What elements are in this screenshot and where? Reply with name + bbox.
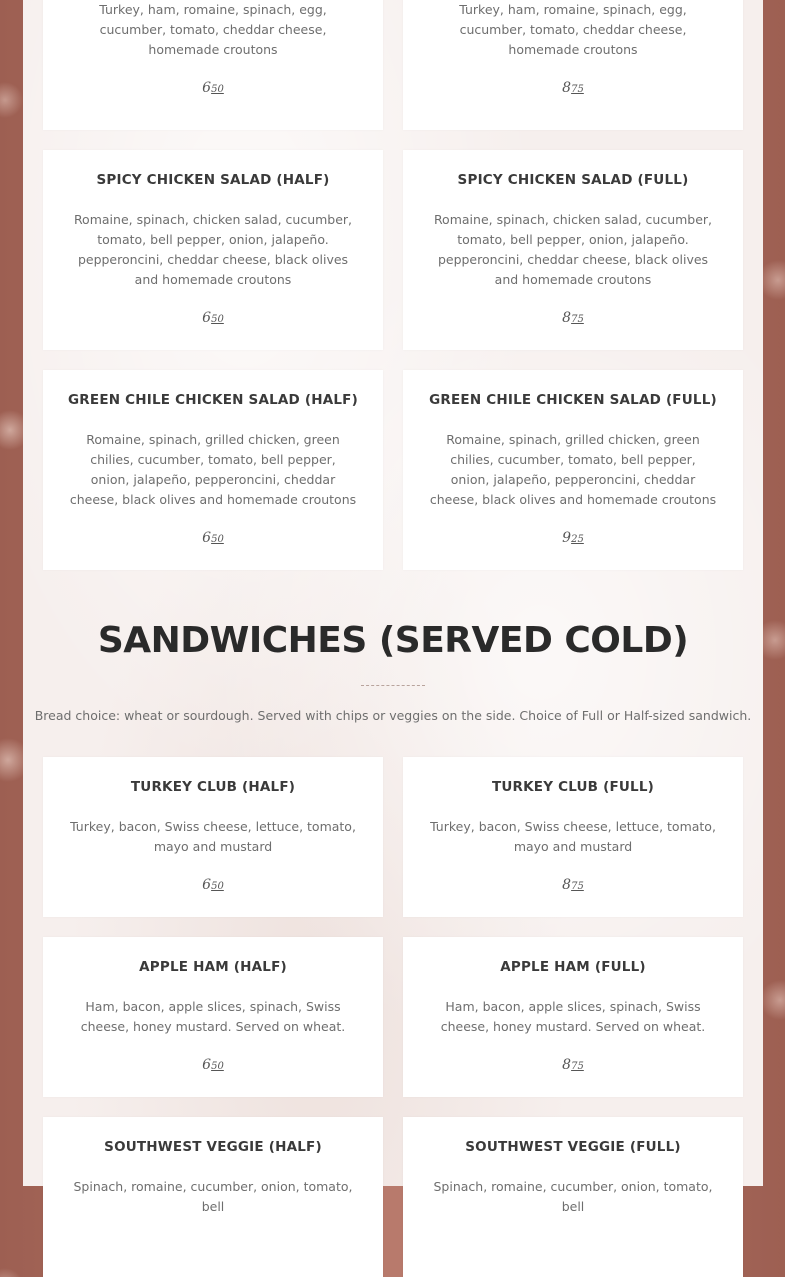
price-dollars: 6	[202, 80, 212, 96]
menu-card	[43, 150, 383, 350]
price-dollars: 6	[202, 877, 212, 893]
price-cents: 50	[211, 1061, 224, 1072]
menu-item-title: SPICY CHICKEN SALAD (FULL)	[457, 172, 689, 188]
menu-card	[403, 757, 743, 917]
menu-item-title: GREEN CHILE CHICKEN SALAD (FULL)	[429, 392, 717, 408]
menu-item-description: Turkey, bacon, Swiss cheese, lettuce, tomato, mayo and mustard	[430, 819, 716, 854]
price-dollars: 6	[202, 530, 212, 546]
menu-item-title: GREEN CHILE CHICKEN SALAD (HALF)	[68, 392, 358, 408]
menu-item-price	[63, 530, 363, 546]
price-cents: 75	[571, 1061, 584, 1072]
menu-card	[403, 937, 743, 1097]
menu-item-title: TURKEY CLUB (FULL)	[491, 779, 655, 795]
price-dollars: 6	[202, 1057, 212, 1073]
menu-item-price	[423, 80, 723, 96]
menu-card	[43, 0, 383, 130]
price-cents: 25	[571, 534, 584, 545]
menu-item-description: Romaine, spinach, chicken salad, cucumber, tomato, bell pepper, onion, jalapeño. pepperoncini, cheddar cheese, black olives and homemade croutons	[433, 212, 713, 287]
section-description: Bread choice: wheat or sourdough. Served with chips or veggies on the side. Choice of Full or Half-sized sandwich.	[34, 708, 752, 723]
section-divider	[361, 685, 425, 686]
menu-item-description: Spinach, romaine, cucumber, onion, tomato, bell	[73, 1179, 353, 1214]
menu-item-description: Spinach, romaine, cucumber, onion, tomato, bell	[433, 1179, 713, 1214]
price-dollars: 8	[562, 310, 572, 326]
menu-item-title: SOUTHWEST VEGGIE (HALF)	[104, 1139, 322, 1155]
menu-item-title: SOUTHWEST VEGGIE (FULL)	[465, 1139, 681, 1155]
menu-item-price	[423, 310, 723, 326]
price-dollars: 8	[562, 877, 572, 893]
menu-item-price	[63, 1057, 363, 1073]
menu-container	[23, 0, 763, 1214]
menu-item-price	[63, 80, 363, 96]
menu-item-price	[423, 1057, 723, 1073]
menu-item-price	[423, 877, 723, 893]
section-title: SANDWICHES (SERVED COLD)	[97, 620, 689, 661]
menu-card	[43, 370, 383, 570]
salad-grid	[43, 0, 743, 570]
price-cents: 75	[571, 314, 584, 325]
menu-item-description: Romaine, spinach, grilled chicken, green chilies, cucumber, tomato, bell pepper, onion, jalapeño, pepperoncini, cheddar cheese, black olives and homemade croutons	[429, 432, 717, 507]
menu-card	[43, 1117, 383, 1277]
menu-item-price	[423, 530, 723, 546]
menu-item-description: Romaine, spinach, chicken salad, cucumber, tomato, bell pepper, onion, jalapeño. pepperoncini, cheddar cheese, black olives and homemade croutons	[73, 212, 353, 287]
price-cents: 50	[211, 314, 224, 325]
menu-item-title: TURKEY CLUB (HALF)	[130, 779, 296, 795]
menu-item-price	[63, 310, 363, 326]
menu-card	[43, 937, 383, 1097]
menu-item-description: Ham, bacon, apple slices, spinach, Swiss cheese, honey mustard. Served on wheat.	[440, 999, 706, 1034]
menu-item-description: Turkey, ham, romaine, spinach, egg, cucumber, tomato, cheddar cheese, homemade croutons	[459, 2, 687, 57]
price-cents: 75	[571, 84, 584, 95]
price-dollars: 9	[562, 530, 572, 546]
menu-item-title: APPLE HAM (HALF)	[139, 959, 287, 975]
menu-item-description: Turkey, ham, romaine, spinach, egg, cucumber, tomato, cheddar cheese, homemade croutons	[99, 2, 327, 57]
menu-item-title: SPICY CHICKEN SALAD (HALF)	[96, 172, 330, 188]
menu-card	[43, 757, 383, 917]
menu-item-description: Romaine, spinach, grilled chicken, green chilies, cucumber, tomato, bell pepper, onion, jalapeño, pepperoncini, cheddar cheese, black olives and homemade croutons	[69, 432, 357, 507]
menu-item-price	[63, 877, 363, 893]
price-dollars: 8	[562, 1057, 572, 1073]
menu-card	[403, 370, 743, 570]
price-cents: 50	[211, 881, 224, 892]
sandwich-grid	[43, 757, 743, 1277]
price-dollars: 6	[202, 310, 212, 326]
menu-item-description: Turkey, bacon, Swiss cheese, lettuce, tomato, mayo and mustard	[70, 819, 356, 854]
price-cents: 75	[571, 881, 584, 892]
menu-card	[403, 0, 743, 130]
menu-item-title: APPLE HAM (FULL)	[500, 959, 646, 975]
price-cents: 50	[211, 534, 224, 545]
menu-card	[403, 150, 743, 350]
price-cents: 50	[211, 84, 224, 95]
price-dollars: 8	[562, 80, 572, 96]
menu-card	[403, 1117, 743, 1277]
menu-item-description: Ham, bacon, apple slices, spinach, Swiss cheese, honey mustard. Served on wheat.	[80, 999, 346, 1034]
